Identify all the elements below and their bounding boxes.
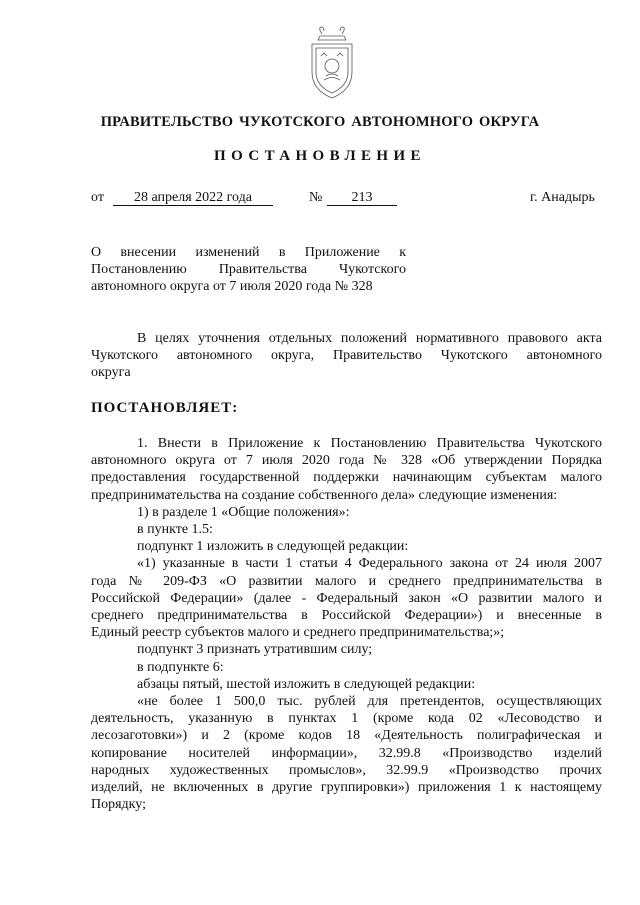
city: г. Анадырь [530,190,595,205]
body-line: «1) указанные в части 1 статьи 4 Федерального закона от 24 июля 2007 [137,556,602,572]
body-line: Порядку; [91,797,146,813]
decree-body [91,435,602,813]
body-line: автономного округа от 7 июля 2020 года № 328 «Об утверждении Порядка [91,453,602,469]
coat-of-arms-icon [306,26,358,106]
document-subject [91,244,406,295]
body-line: Российской Федерации» (далее - Федеральный закон «О развитии малого и [91,590,602,606]
body-line: «не более 1 500,0 тыс. рублей для претендентов, осуществляющих [137,694,602,710]
number-value: 213 [327,190,397,206]
date-field [113,190,273,206]
body-line: 1. Внести в Приложение к Постановлению Правительства Чукотского [137,436,602,451]
body-line: предоставления государственной поддержки начинающим субъектам малого [91,470,602,486]
body-line: подпункт 1 изложить в следующей редакции: [137,539,409,555]
body-line: абзацы пятый, шестой изложить в следующей редакции: [137,676,476,692]
body-line: Единый реестр субъектов малого и среднего предпринимательства;»; [91,625,505,641]
body-line: года № 209-ФЗ «О развитии малого и среднего предпринимательства в [91,573,602,589]
date-label: от [91,190,104,205]
subject-line: Постановлению Правительства Чукотского [91,262,406,277]
government-name: ПРАВИТЕЛЬСТВО ЧУКОТСКОГО АВТОНОМНОГО ОКРУГА [100,114,540,130]
preamble-line: Чукотского автономного округа, Правительство Чукотского автономного [91,348,602,364]
body-line: подпункт 3 признать утратившим силу; [137,642,373,658]
subject-line: О внесении изменений в Приложение к [91,245,406,260]
preamble-line: округа [91,365,131,381]
body-line: деятельность, указанную в пунктах 1 (кроме кода 02 «Лесоводство и [91,711,602,727]
subject-line: автономного округа от 7 июля 2020 года № 328 [91,279,373,294]
preamble [91,330,602,382]
body-line: в подпункте 6: [137,659,224,675]
date-value: 28 апреля 2022 года [113,190,273,206]
document-type-title: ПОСТАНОВЛЕНИЕ [214,148,426,164]
body-line: предпринимательства на создание собственного дела» следующие изменения: [91,487,558,503]
number-field [327,190,397,206]
body-line: в пункте 1.5: [137,522,213,538]
body-line: лесозаготовки») и 2 (кроме кодов 18 «Деятельность полиграфическая и [91,728,602,744]
body-line: среднего предпринимательства в Российской Федерации») и внесенные в [91,608,602,624]
body-line: 1) в разделе 1 «Общие положения»: [137,504,350,520]
body-line: копирование носителей информации», 32.99.8 «Производство изделий [91,745,602,761]
body-line: народных художественных промыслов», 32.99.9 «Производство прочих [91,762,602,778]
number-label: № [309,190,323,205]
resolves-heading: ПОСТАНОВЛЯЕТ: [91,400,239,416]
body-line: изделий, не включенных в другие группировки») приложения 1 к настоящему [91,780,602,796]
preamble-line: В целях уточнения отдельных положений нормативного правового акта [137,331,602,346]
